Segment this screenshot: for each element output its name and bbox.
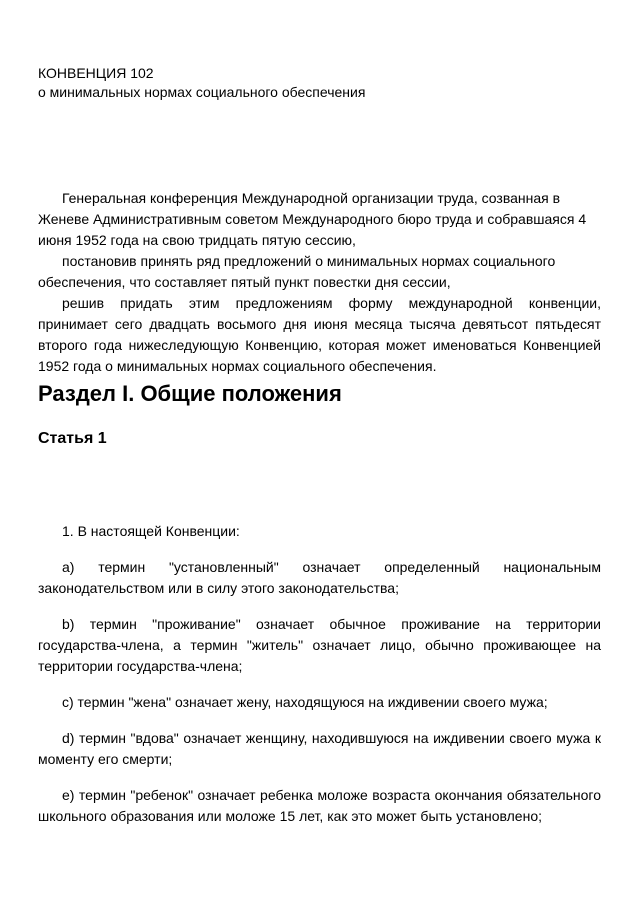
- article-heading: Статья 1: [38, 430, 107, 447]
- article-body: [38, 521, 601, 827]
- title-line-1: КОНВЕНЦИЯ 102: [38, 65, 154, 81]
- definition-item: е) термин "ребенок" означает ребенка моложе возраста окончания обязательного школьного образования или моложе 15 лет, как это может быть установлено;: [38, 787, 601, 824]
- preamble-paragraph: Генеральная конференция Международной организации труда, созванная в Женеве Административным советом Международного бюро труда и собравшаяся 4 июня 1952 года на свою тридцать пятую сессию,: [38, 190, 587, 248]
- preamble-paragraph: постановив принять ряд предложений о минимальных нормах социального обеспечения, что составляет пятый пункт повестки дня сессии,: [38, 253, 556, 290]
- preamble-paragraph: решив придать этим предложениям форму международной конвенции, принимает сего двадцать восьмого дня июня месяца тысяча девятьсот пятьдесят второго года нижеследующую Конвенцию, которая может именоваться Конвенцией 1952 года о минимальных нормах социального обеспечения.: [38, 295, 601, 374]
- preamble: [38, 188, 601, 377]
- definition-item: b) термин "проживание" означает обычное проживание на территории государства-члена, а термин "житель" означает лицо, обычно проживающее на территории государства-члена;: [38, 616, 601, 674]
- document-title: [38, 64, 601, 102]
- section-heading: Раздел I. Общие положения: [38, 381, 342, 406]
- definition-item: d) термин "вдова" означает женщину, находившуюся на иждивении своего мужа к моменту его смерти;: [38, 730, 601, 767]
- definition-item: c) термин "жена" означает жену, находящуюся на иждивении своего мужа;: [62, 694, 548, 710]
- definition-item: а) термин "установленный" означает определенный национальным законодательством или в силу этого законодательства;: [38, 559, 601, 596]
- article-intro: 1. В настоящей Конвенции:: [62, 523, 240, 539]
- title-line-2: о минимальных нормах социального обеспечения: [38, 84, 366, 100]
